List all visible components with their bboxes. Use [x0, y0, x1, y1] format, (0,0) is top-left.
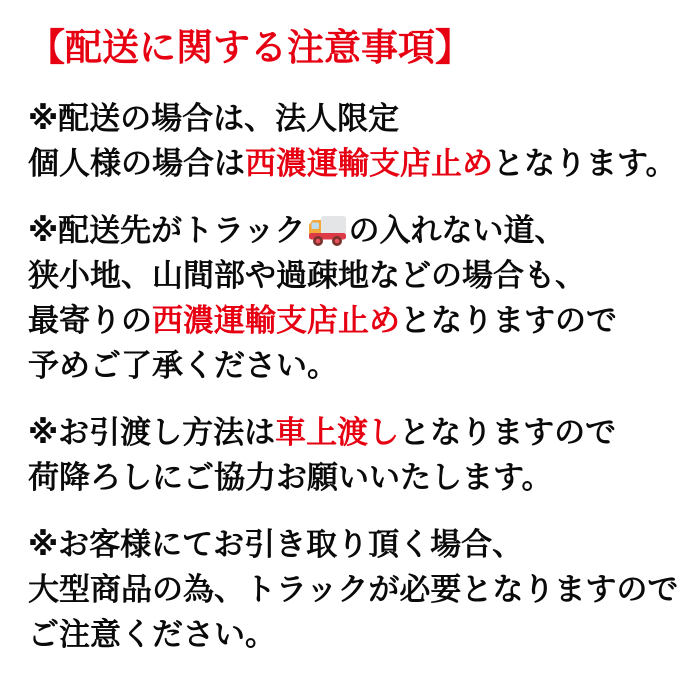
notice-line	[28, 142, 686, 187]
notice-line	[28, 613, 686, 658]
section-customer-pickup	[28, 523, 686, 658]
highlighted-text-segment: 西濃運輸支店止め	[152, 303, 400, 340]
text-segment: 個人様の場合は	[28, 146, 245, 183]
text-segment: ※お引渡し方法は	[28, 415, 276, 452]
notice-line	[28, 456, 686, 501]
notice-line	[28, 254, 686, 299]
text-segment: 大型商品の為、トラックが必要となりますので	[28, 572, 679, 609]
notice-line	[28, 411, 686, 456]
notice-line	[28, 523, 686, 568]
notice-line	[28, 568, 686, 613]
section-handover-method	[28, 411, 686, 501]
text-segment: 最寄りの	[28, 303, 152, 340]
notice-line	[28, 209, 686, 254]
text-segment: となりますので	[400, 303, 617, 340]
text-segment: 荷降ろしにご協力お願いいたします。	[28, 460, 553, 497]
text-segment: となります。	[493, 146, 677, 183]
text-segment: ※お客様にてお引き取り頂く場合、	[28, 527, 524, 564]
text-segment: ※配送先がトラック	[28, 213, 306, 250]
text-segment: ご注意ください。	[28, 617, 276, 654]
text-segment: 予めご了承ください。	[28, 348, 338, 385]
delivery-truck-icon	[307, 213, 348, 247]
text-segment: の入れない道、	[348, 213, 566, 250]
text-segment: 狭小地、山間部や過疎地などの場合も、	[28, 258, 586, 295]
section-corporate-delivery-limit	[28, 97, 686, 187]
notice-title: 【配送に関する注意事項】	[28, 26, 472, 69]
highlighted-text-segment: 西濃運輸支店止め	[245, 146, 493, 183]
highlighted-text-segment: 車上渡し	[275, 415, 400, 452]
notice-line	[28, 299, 686, 344]
notice-line	[28, 344, 686, 389]
notice-line	[28, 97, 686, 142]
section-narrow-road-branch-hold	[28, 209, 686, 389]
text-segment: ※配送の場合は、法人限定	[28, 101, 400, 138]
text-segment: となりますので	[399, 415, 617, 452]
